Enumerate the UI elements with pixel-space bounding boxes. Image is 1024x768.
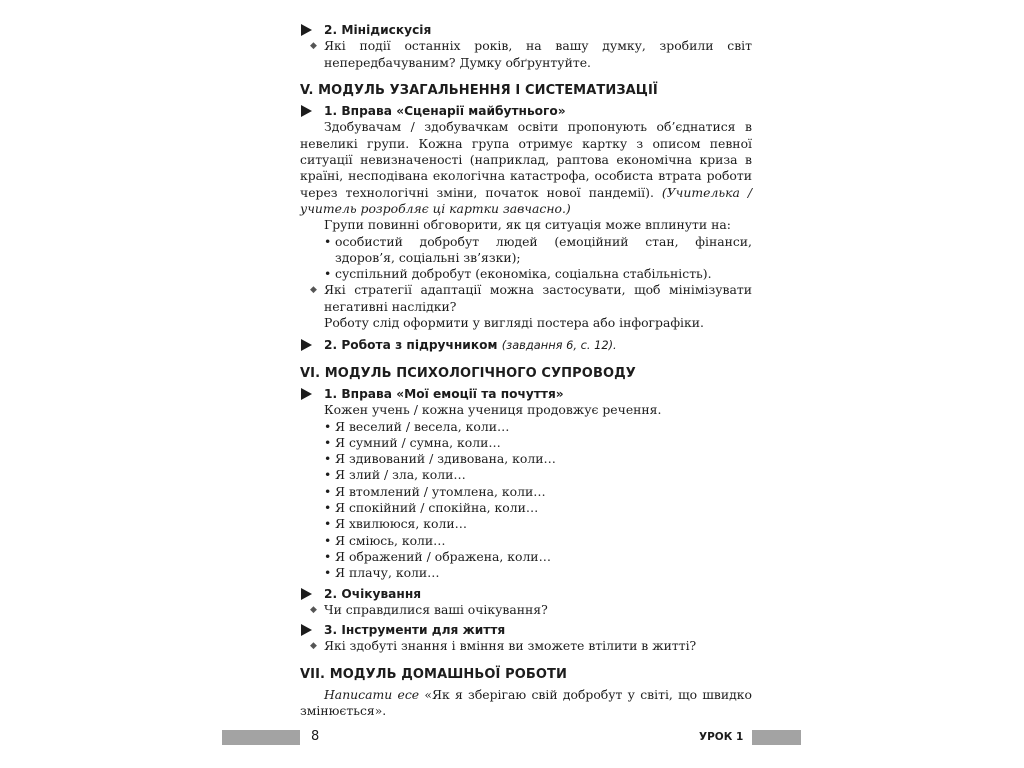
teacher-note: (Учителька / учитель розробляє ці картки завчасно.) [300, 184, 753, 216]
bullet-icon: • [324, 532, 332, 548]
module-6-exercise-3-heading: 3. Інструменти для життя [300, 622, 752, 638]
module-6-exercise-3-question: ◆ Які здобуті знання і вміння ви зможете втілити в житті? [310, 638, 697, 654]
list-item: • Я ображений / ображена, коли… [324, 548, 551, 564]
module-5-exercise-2-heading: 2. Робота з підручником (завдання 6, с. 12). [300, 337, 752, 353]
bullet-icon: • [324, 266, 332, 282]
module-5-exercise-1-question: ◆ Які стратегії адаптації можна застосувати, щоб мінімізувати негативні наслідки? [310, 282, 752, 314]
page-number: 8 [311, 729, 320, 744]
list-item: • Я веселий / весела, коли… [324, 418, 510, 434]
list-item: • Я втомлений / утомлена, коли… [324, 483, 546, 499]
module-6-exercise-2-question: ◆ Чи справдилися ваші очікування? [310, 601, 548, 617]
module-5-exercise-1-format-text: Роботу слід оформити у вигляді постера або інфографіки. [324, 315, 704, 331]
list-item: • Я плачу, коли… [324, 565, 440, 581]
module-5-title: V. МОДУЛЬ УЗАГАЛЬНЕННЯ І СИСТЕМАТИЗАЦІЇ [300, 82, 658, 98]
bullet-icon: • [324, 233, 332, 249]
list-item: • Я хвилююся, коли… [324, 516, 467, 532]
triangle-marker-icon [301, 24, 312, 36]
module-6-exercise-1-intro: Кожен учень / кожна учениця продовжує речення. [324, 402, 662, 418]
list-item: • Я здивований / здивована, коли… [324, 451, 556, 467]
footer-bar-left [222, 730, 300, 745]
list-item: • особистий добробут людей (емоційний стан, фінанси, здоров’я, соціальні зв’язки); [324, 233, 752, 265]
module-5-exercise-1-paragraph: Здобувачам / здобувачкам освіти пропонують об’єднатися в невеликі групи. Кожна група отримує картку з описом певної ситуації невизначеності (наприклад, раптова економічна криза в країні, несподівана екологічна катастрофа, особиста втрата роботи через технологічні зміни, початок нової пандемії). (Учителька / учитель розробляє ці картки завчасно.) [300, 119, 753, 216]
bullet-icon: • [324, 516, 332, 532]
list-item: • Я сміюсь, коли… [324, 532, 446, 548]
list-item: • Я спокійний / спокійна, коли… [324, 500, 539, 516]
module-6-exercise-2-heading: 2. Очікування [300, 586, 752, 602]
triangle-marker-icon [301, 624, 312, 636]
triangle-marker-icon [301, 388, 312, 400]
bullet-icon: • [324, 434, 332, 450]
diamond-bullet-icon: ◆ [310, 285, 317, 296]
module-6-title: VI. МОДУЛЬ ПСИХОЛОГІЧНОГО СУПРОВОДУ [300, 365, 636, 381]
page-content [300, 22, 752, 720]
bullet-icon: • [324, 418, 332, 434]
triangle-marker-icon [301, 588, 312, 600]
bullet-icon: • [324, 565, 332, 581]
triangle-marker-icon [301, 105, 312, 117]
list-item: • Я сумний / сумна, коли… [324, 434, 501, 450]
mini-discussion-heading: 2. Мінідискусія [300, 22, 752, 38]
module-7-title: VII. МОДУЛЬ ДОМАШНЬОЇ РОБОТИ [300, 666, 567, 682]
diamond-bullet-icon: ◆ [310, 604, 317, 615]
emotions-list [300, 419, 752, 582]
list-item: • суспільний добробут (економіка, соціальна стабільність). [324, 266, 712, 282]
mini-discussion-question: ◆ Які події останніх років, на вашу думку, зробили світ непередбачуваним? Думку обґрунтуйте. [310, 38, 752, 70]
bullet-icon: • [324, 467, 332, 483]
footer-bar-right [752, 730, 801, 745]
bullet-icon: • [324, 483, 332, 499]
lesson-label: УРОК 1 [699, 731, 744, 743]
list-item: • Я злий / зла, коли… [324, 467, 466, 483]
module-6-exercise-1-heading: 1. Вправа «Мої емоції та почуття» [300, 386, 752, 402]
module-5-exercise-1-heading: 1. Вправа «Сценарії майбутнього» [300, 103, 752, 119]
bullet-icon: • [324, 451, 332, 467]
bullet-icon: • [324, 500, 332, 516]
module-5-exercise-1-groups-text: Групи повинні обговорити, як ця ситуація може вплинути на: [324, 217, 731, 233]
diamond-bullet-icon: ◆ [310, 41, 317, 52]
homework-task: Написати есе «Як я зберігаю свій добробут у світі, що швидко змінюється». [300, 686, 752, 719]
diamond-bullet-icon: ◆ [310, 641, 317, 652]
bullet-icon: • [324, 548, 332, 564]
triangle-marker-icon [301, 339, 312, 351]
